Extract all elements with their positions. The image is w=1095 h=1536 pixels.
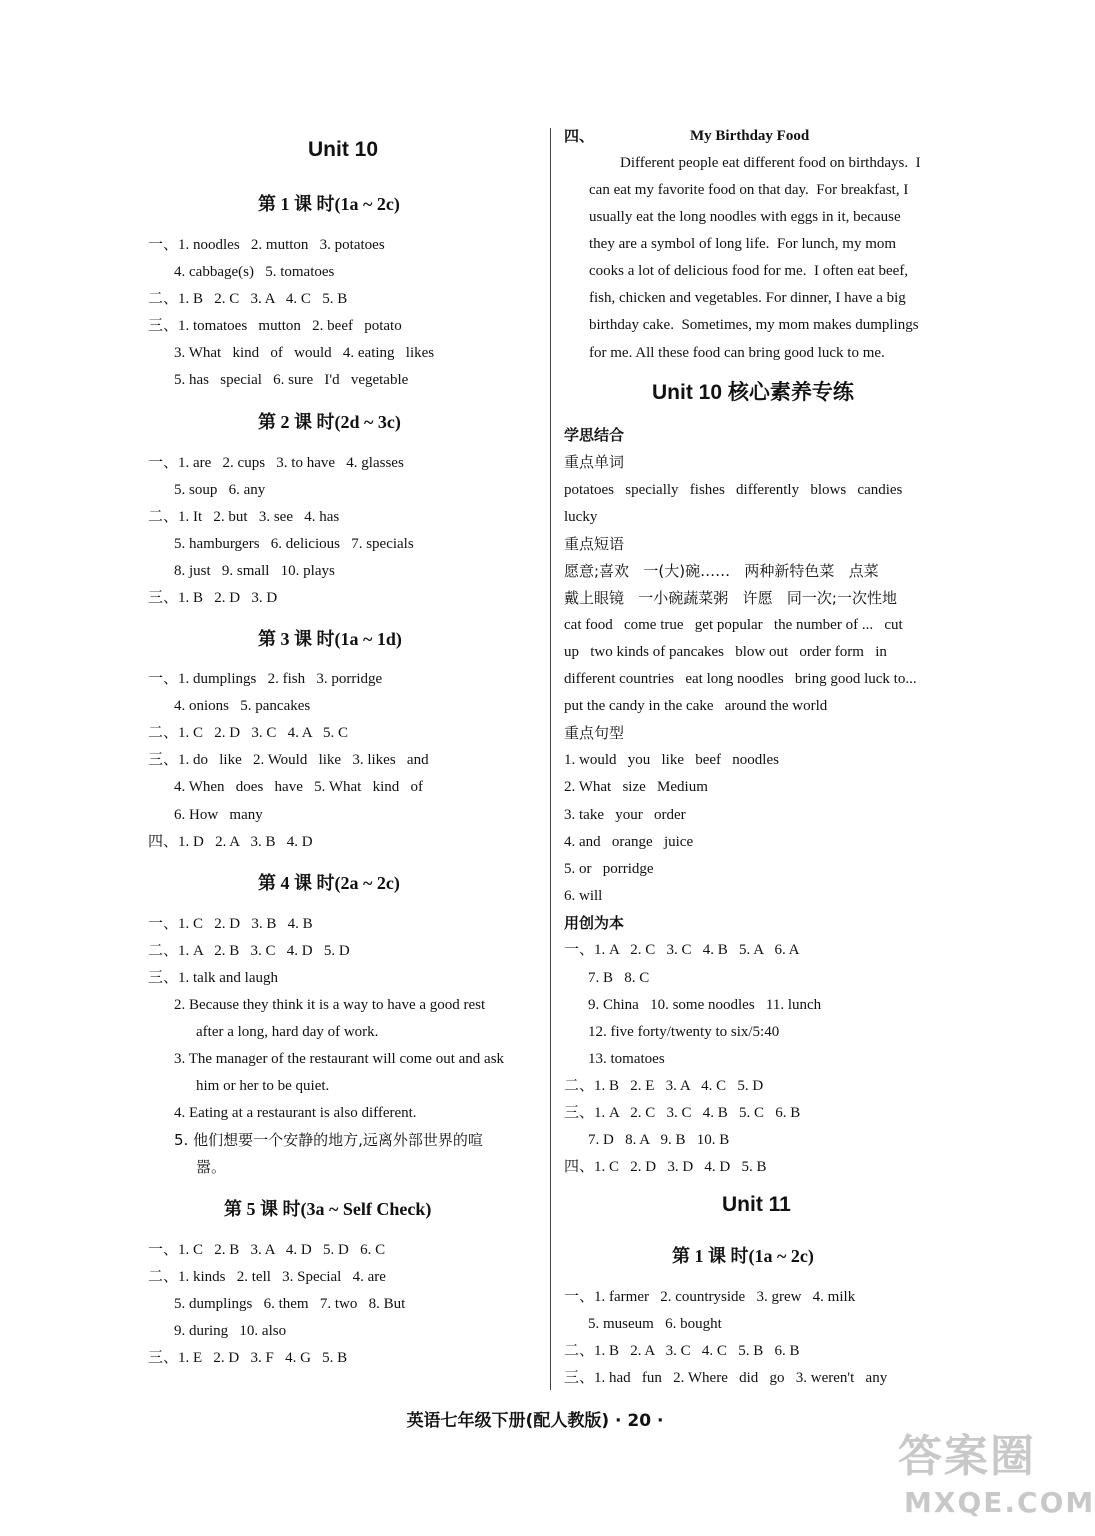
answer-line: 二、1. B 2. E 3. A 4. C 5. D xyxy=(564,1078,764,1094)
answer-line: 一、1. C 2. D 3. B 4. B xyxy=(148,916,313,932)
answer-line: 6. How many xyxy=(174,807,263,823)
essay-line: can eat my favorite food on that day. For breakfast, I xyxy=(589,182,909,198)
answer-line: 4. Eating at a restaurant is also different. xyxy=(174,1105,417,1121)
answer-line: 7. B 8. C xyxy=(588,970,650,986)
answer-line: 三、1. tomatoes mutton 2. beef potato xyxy=(148,318,402,334)
answer-line: different countries eat long noodles bring good luck to... xyxy=(564,671,917,687)
answer-line: 4. onions 5. pancakes xyxy=(174,698,311,714)
essay-line: Different people eat different food on birthdays. I xyxy=(620,155,921,171)
page-footer: 英语七年级下册(配人教版) · 20 · xyxy=(406,1411,664,1431)
answer-line: 12. five forty/twenty to six/5:40 xyxy=(588,1024,780,1040)
answer-line: 5. has special 6. sure I'd vegetable xyxy=(174,372,409,388)
answer-line: him or her to be quiet. xyxy=(196,1078,330,1094)
answer-line: 5. dumplings 6. them 7. two 8. But xyxy=(174,1296,406,1312)
answer-line: 5. hamburgers 6. delicious 7. specials xyxy=(174,536,414,552)
essay-title: My Birthday Food xyxy=(690,128,810,144)
answer-line: 2. Because they think it is a way to have a good rest xyxy=(174,997,486,1013)
lesson-2-title: 第 2 课 时(2d ~ 3c) xyxy=(258,412,401,432)
answer-line: 4. When does have 5. What kind of xyxy=(174,779,423,795)
lesson-5-title: 第 5 课 时(3a ~ Self Check) xyxy=(224,1199,432,1219)
sub-heading: 重点句型 xyxy=(564,724,625,742)
answer-line: lucky xyxy=(564,509,598,525)
essay-line: fish, chicken and vegetables. For dinner, I have a big xyxy=(589,290,906,306)
answer-line: 三、1. had fun 2. Where did go 3. weren't any xyxy=(564,1370,888,1386)
answer-line: 一、1. A 2. C 3. C 4. B 5. A 6. A xyxy=(564,942,800,958)
essay-line: birthday cake. Sometimes, my mom makes dumplings xyxy=(589,317,919,333)
answer-line: up two kinds of pancakes blow out order form in xyxy=(564,644,887,660)
answer-line: 一、1. dumplings 2. fish 3. porridge xyxy=(148,671,383,687)
answer-line: 7. D 8. A 9. B 10. B xyxy=(588,1132,730,1148)
answer-line: 13. tomatoes xyxy=(588,1051,665,1067)
answer-line: 愿意;喜欢 一(大)碗…… 两种新特色菜 点菜 xyxy=(564,562,879,580)
answer-line: 3. The manager of the restaurant will come out and ask xyxy=(174,1051,505,1067)
essay-line: they are a symbol of long life. For lunch, my mom xyxy=(589,236,897,252)
answer-line: 3. What kind of would 4. eating likes xyxy=(174,345,435,361)
answer-line: 四、1. D 2. A 3. B 4. D xyxy=(148,834,313,850)
unit-11-title: Unit 11 xyxy=(722,1193,791,1216)
answer-line: 9. China 10. some noodles 11. lunch xyxy=(588,997,822,1013)
answer-line: 二、1. kinds 2. tell 3. Special 4. are xyxy=(148,1269,386,1285)
answer-line: 一、1. noodles 2. mutton 3. potatoes xyxy=(148,237,385,253)
answer-line: 三、1. A 2. C 3. C 4. B 5. C 6. B xyxy=(564,1105,801,1121)
answer-line: 二、1. B 2. A 3. C 4. C 5. B 6. B xyxy=(564,1343,800,1359)
watermark-logo xyxy=(890,1420,1095,1530)
answer-line: put the candy in the cake around the world xyxy=(564,698,828,714)
answer-line: 2. What size Medium xyxy=(564,779,708,795)
answer-line: 3. take your order xyxy=(564,807,686,823)
answer-line: 5. soup 6. any xyxy=(174,482,266,498)
essay-label: 四、 xyxy=(564,127,595,145)
unit-10-title: Unit 10 xyxy=(308,138,379,161)
answer-line: 二、1. A 2. B 3. C 4. D 5. D xyxy=(148,943,350,959)
answer-line: 一、1. farmer 2. countryside 3. grew 4. milk xyxy=(564,1289,856,1305)
answer-line: potatoes specially fishes differently blows candies xyxy=(564,482,903,498)
answer-line: 5. museum 6. bought xyxy=(588,1316,722,1332)
answer-line: 6. will xyxy=(564,888,603,904)
section-heading: 学思结合 xyxy=(564,426,625,444)
sub-heading: 重点短语 xyxy=(564,535,625,553)
watermark-bottom-text: MXQE.COM xyxy=(904,1486,1095,1519)
answer-line: 4. cabbage(s) 5. tomatoes xyxy=(174,264,335,280)
answer-line: 二、1. B 2. C 3. A 4. C 5. B xyxy=(148,291,348,307)
sub-heading: 重点单词 xyxy=(564,453,625,471)
lesson-3-title: 第 3 课 时(1a ~ 1d) xyxy=(258,629,402,649)
answer-line: 二、1. C 2. D 3. C 4. A 5. C xyxy=(148,725,349,741)
answer-line: 一、1. are 2. cups 3. to have 4. glasses xyxy=(148,455,404,471)
answer-line: 一、1. C 2. B 3. A 4. D 5. D 6. C xyxy=(148,1242,386,1258)
section-heading: 用创为本 xyxy=(564,914,625,932)
answer-line: 四、1. C 2. D 3. D 4. D 5. B xyxy=(564,1159,767,1175)
answer-line: 1. would you like beef noodles xyxy=(564,752,779,768)
answer-line: 8. just 9. small 10. plays xyxy=(174,563,335,579)
answer-line: 9. during 10. also xyxy=(174,1323,287,1339)
column-divider xyxy=(550,128,551,1390)
essay-line: cooks a lot of delicious food for me. I often eat beef, xyxy=(589,263,909,279)
answer-line: 三、1. do like 2. Would like 3. likes and xyxy=(148,752,429,768)
answer-line: 三、1. B 2. D 3. D xyxy=(148,590,278,606)
core-skills-title: Unit 10 核心素养专练 xyxy=(652,381,854,404)
essay-line: for me. All these food can bring good luck to me. xyxy=(589,345,885,361)
answer-line: 三、1. E 2. D 3. F 4. G 5. B xyxy=(148,1350,348,1366)
answer-line: 5. or porridge xyxy=(564,861,654,877)
answer-line: 二、1. It 2. but 3. see 4. has xyxy=(148,509,340,525)
watermark-top-text: 答案圈 xyxy=(898,1431,1036,1482)
answer-line: after a long, hard day of work. xyxy=(196,1024,379,1040)
answer-line: 4. and orange juice xyxy=(564,834,694,850)
answer-line: 戴上眼镜 一小碗蔬菜粥 许愿 同一次;一次性地 xyxy=(564,589,897,607)
answer-line: 嚣。 xyxy=(196,1158,227,1176)
answer-line: 三、1. talk and laugh xyxy=(148,970,278,986)
unit-11-lesson-1-title: 第 1 课 时(1a ~ 2c) xyxy=(672,1246,814,1266)
essay-line: usually eat the long noodles with eggs in it, because xyxy=(589,209,901,225)
answer-line: cat food come true get popular the number of ... cut xyxy=(564,617,903,633)
answer-line: 5. 他们想要一个安静的地方,远离外部世界的喧 xyxy=(174,1131,483,1149)
lesson-4-title: 第 4 课 时(2a ~ 2c) xyxy=(258,873,400,893)
lesson-1-title: 第 1 课 时(1a ~ 2c) xyxy=(258,194,400,214)
